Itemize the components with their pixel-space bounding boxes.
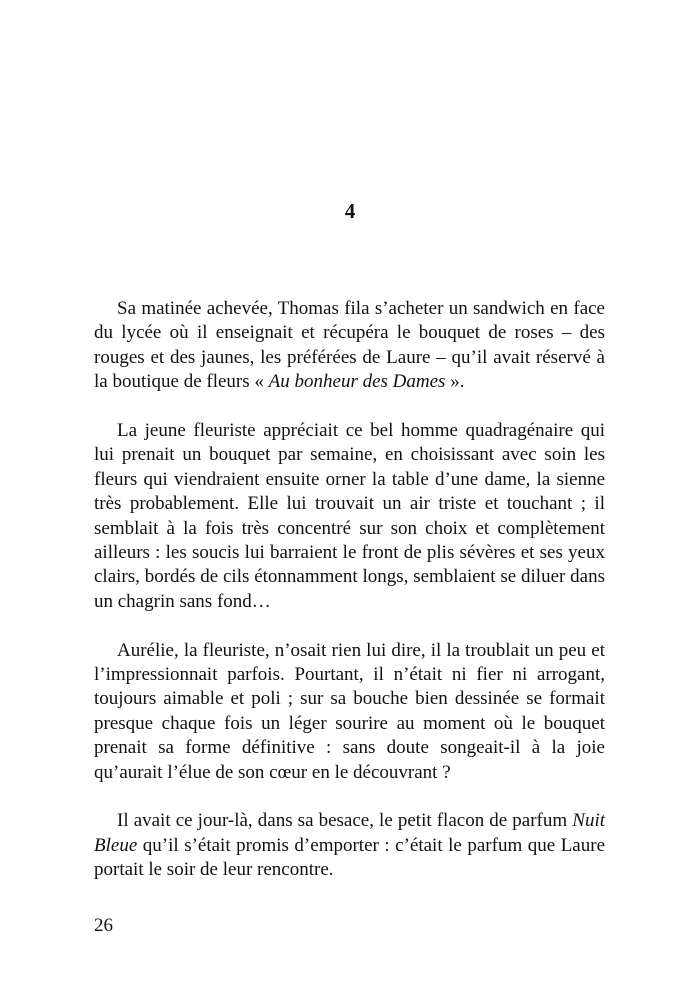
chapter-body [94,297,605,883]
paragraph [94,639,605,785]
page-number: 26 [94,915,113,936]
text-segment: qu’il s’était promis d’emporter : c’était le parfum que Laure portait le soir de leur rencontre. [94,834,605,881]
paragraph [94,809,605,882]
text-segment: Il avait ce jour-là, dans sa besace, le petit flacon de parfum [117,810,573,832]
text-segment: Aurélie, la fleuriste, n’osait rien lui dire, il la troublait un peu et l’impressionnait parfois. Pourtant, il n’était ni fier ni arrogant, toujours aimable et poli ; sur sa bouche bien dessinée se formait presque chaque fois un léger sourire au moment où le bouquet prenait sa forme définitive : sans doute songeait-il à la joie qu’aurait l’élue de son cœur en le découvrant ? [94,639,605,783]
perfume-name-italic: Nuit Bleue [94,810,605,856]
paragraph [94,419,605,614]
chapter-number: 4 [344,199,356,223]
text-segment: La jeune fleuriste appréciait ce bel homme quadragénaire qui lui prenait un bouquet par semaine, en choisissant avec soin les fleurs qui viendraient ensuite orner la table d’une dame, la sienne très probablement. Elle lui trouvait un air triste et touchant ; il semblait à la fois très concentré sur son choix et complètement ailleurs : les soucis lui barraient le front de plis sévères et ses yeux clairs, bordés de cils étonnamment longs, semblaient se diluer dans un chagrin sans fond… [94,420,605,612]
paragraph [94,297,605,395]
text-segment: ». [445,371,465,393]
book-title-italic: Au bonheur des Dames [268,371,446,393]
text-segment: Sa matinée achevée, Thomas fila s’acheter un sandwich en face du lycée où il enseignait et récupéra le bouquet de roses – des rouges et des jaunes, les préférées de Laure – qu’il avait réservé à la boutique de fleurs « [94,298,605,393]
